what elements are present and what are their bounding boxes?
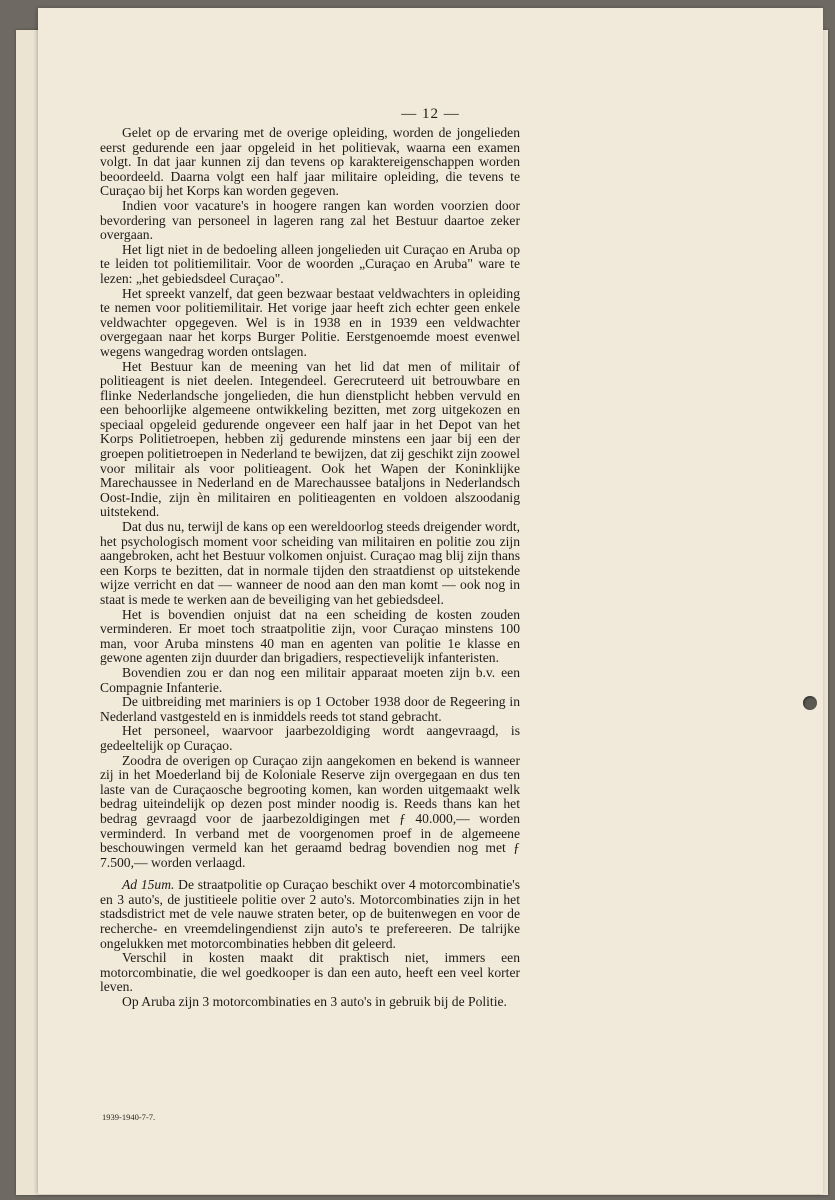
paragraph: Op Aruba zijn 3 motorcombinaties en 3 auto's in gebruik bij de Politie. bbox=[122, 994, 507, 1010]
body-text bbox=[100, 126, 520, 1010]
section-ad-text: De straatpolitie op Curaçao beschikt over 4 motorcombinatie's en 3 auto's, de justitieele politie over 2 auto's. Motorcombinaties zijn in het stadsdistrict met de vele nauwe straten beter, op de buitenwegen en voor de recherche- en vreemdelingendienst zijn auto's te prefereeren. De talrijke ongelukken met motorcombinaties hebben dit geleerd. bbox=[100, 877, 520, 951]
page-number: — 12 — bbox=[401, 106, 460, 122]
section-ad-label: Ad 15um. bbox=[122, 877, 175, 893]
paragraph: Indien voor vacature's in hoogere rangen kan worden voorzien door bevordering van personeel in lageren rang zal het Bestuur daartoe zeker overgaan. bbox=[100, 197, 520, 243]
paragraph: Het Bestuur kan de meening van het lid dat men of militair of politieagent is niet deelen. Integendeel. Gerecruteerd uit betrouwbare en flinke Nederlandsche jongelieden, die hun dienstplicht hebben vervuld en een behoorlijke algemeene ontwikkeling bezitten, met zorg uitgekozen en speciaal opgeleid gedurende ongeveer een half jaar in het Depot van het Korps Politietroepen, hebben zij gedurende minstens een jaar bij een der groepen politietroepen in Nederland te bewijzen, dat zij geschikt zijn zoowel voor militair als voor politieagent. Ook het Wapen der Koninklijke Marechaussee in Nederland en de Marechaussee bataljons in Nederlandsch Oost-Indie, zijn èn militairen en politieagenten en voldoen alszoodanig uitstekend. bbox=[100, 358, 520, 520]
punch-hole bbox=[803, 696, 817, 710]
paragraph: Het spreekt vanzelf, dat geen bezwaar bestaat veldwachters in opleiding te nemen voor politiemilitair. Het vorige jaar heeft zich echter geen enkele veldwachter opgegeven. Wel is in 1938 en in 1939 een veldwachter overgegaan naar het korps Burger Politie. Eerstgenoemde moest evenwel wegens wangedrag worden ontslagen. bbox=[100, 285, 520, 359]
paragraph: Dat dus nu, terwijl de kans op een wereldoorlog steeds dreigender wordt, het psychologisch moment voor scheiding van militairen en politie zou zijn aangebroken, acht het Bestuur volkomen onjuist. Curaçao mag blij zijn thans een Korps te bezitten, dat in normale tijden den straatdienst op uitstekende wijze verricht en dat — wanneer de nood aan den man komt — ook nog in staat is mede te werken aan de beveiliging van het gebiedsdeel. bbox=[100, 519, 520, 607]
paragraph: Bovendien zou er dan nog een militair apparaat moeten zijn b.v. een Compagnie Infanterie. bbox=[100, 664, 520, 695]
paragraph: Verschil in kosten maakt dit praktisch niet, immers een motorcombinatie, die wel goedkooper is dan een auto, heeft een veel korter leven. bbox=[100, 950, 520, 995]
paragraph: Zoodra de overigen op Curaçao zijn aangekomen en bekend is wanneer zij in het Moederland bij de Koloniale Reserve zijn overgegaan en dus ten laste van de Curaçaosche begrooting komen, kan worden uitgemaakt welk bedrag uiteindelijk op dezen post minder noodig is. Reeds thans kan het bedrag gevraagd voor de jaarbezoldigingen met ƒ 40.000,— worden verminderd. In verband met de voorgenomen proef in de algemeene beschouwingen vermeld kan het geraamd bedrag bovendien nog met ƒ 7.500,— worden verlaagd. bbox=[100, 752, 520, 870]
section-ad-paragraph bbox=[100, 878, 520, 951]
paragraph: Het is bovendien onjuist dat na een scheiding de kosten zouden verminderen. Er moet toch straatpolitie zijn, voor Curaçao minstens 100 man, voor Aruba minstens 40 man en agenten van politie 1e klasse en gewone agenten zijn duurder dan brigadiers, respectievelijk infanteristen. bbox=[100, 606, 520, 666]
document-page bbox=[38, 8, 823, 1194]
paragraph: Gelet op de ervaring met de overige opleiding, worden de jongelieden eerst gedurende een jaar opgeleid in het politievak, waarna een examen volgt. In dat jaar kunnen zij dan tevens op karaktereigenschappen worden beoordeeld. Daarna volgt een half jaar militaire opleiding, die tevens te Curaçao bij het Korps kan worden gegeven. bbox=[100, 125, 520, 199]
paragraph: De uitbreiding met mariniers is op 1 October 1938 door de Regeering in Nederland vastgesteld en is inmiddels reeds tot stand gebracht. bbox=[100, 694, 520, 724]
footer-code: 1939-1940-7-7. bbox=[102, 1112, 156, 1122]
paragraph: Het ligt niet in de bedoeling alleen jongelieden uit Curaçao en Aruba op te leiden tot politiemilitair. Voor de woorden „Curaçao en Aruba" ware te lezen: „het gebiedsdeel Curaçao". bbox=[100, 241, 520, 286]
paragraph: Het personeel, waarvoor jaarbezoldiging wordt aangevraagd, is gedeeltelijk op Curaçao. bbox=[100, 723, 520, 753]
